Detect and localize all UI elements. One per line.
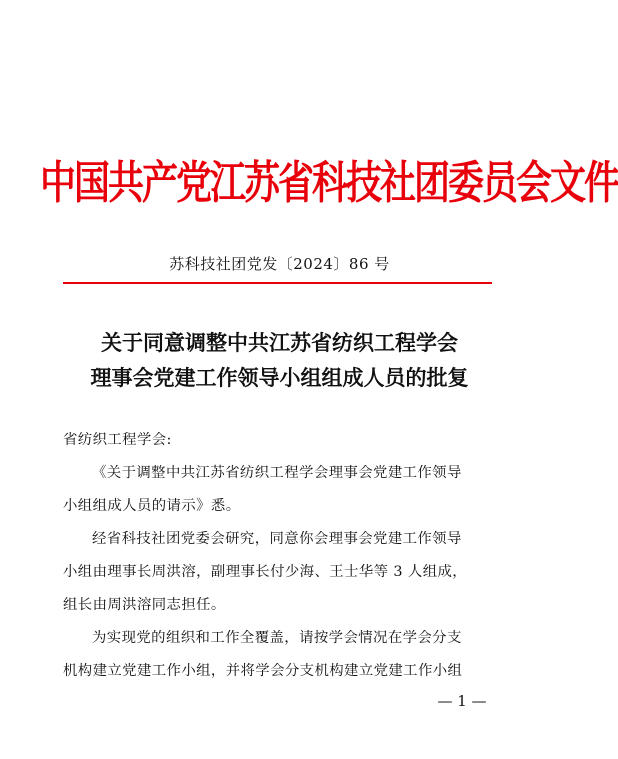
paragraph-2-line-2: 小组由理事长周洪溶，副理事长付少海、王士华等 3 人组成， xyxy=(63,564,468,580)
page-number: — 1 — xyxy=(437,692,487,710)
document-title xyxy=(0,325,559,395)
document-number: 苏科技社团党发〔2024〕86 号 xyxy=(169,255,390,273)
paragraph-2-line-1: 经省科技社团党委会研究，同意你会理事会党建工作领导 xyxy=(92,531,462,547)
paragraph-3-line-2: 机构建立党建工作小组，并将学会分支机构建立党建工作小组 xyxy=(63,663,463,679)
issuer-header: 中国共产党江苏省科技社团委员会文件 xyxy=(40,156,618,210)
document-body xyxy=(63,424,493,688)
title-line-1: 关于同意调整中共江苏省纺织工程学会 xyxy=(101,330,458,355)
paragraph-3-line-1: 为实现党的组织和工作全覆盖，请按学会情况在学会分支 xyxy=(92,630,462,646)
addressee: 省纺织工程学会: xyxy=(63,432,172,448)
paragraph-2-line-3: 组长由周洪溶同志担任。 xyxy=(63,597,226,613)
paragraph-1-line-2: 小组组成人员的请示》悉。 xyxy=(63,498,241,514)
paragraph-1-line-1: 《关于调整中共江苏省纺织工程学会理事会党建工作领导 xyxy=(92,465,462,481)
red-divider-line xyxy=(63,282,492,284)
title-line-2: 理事会党建工作领导小组组成人员的批复 xyxy=(90,365,469,390)
